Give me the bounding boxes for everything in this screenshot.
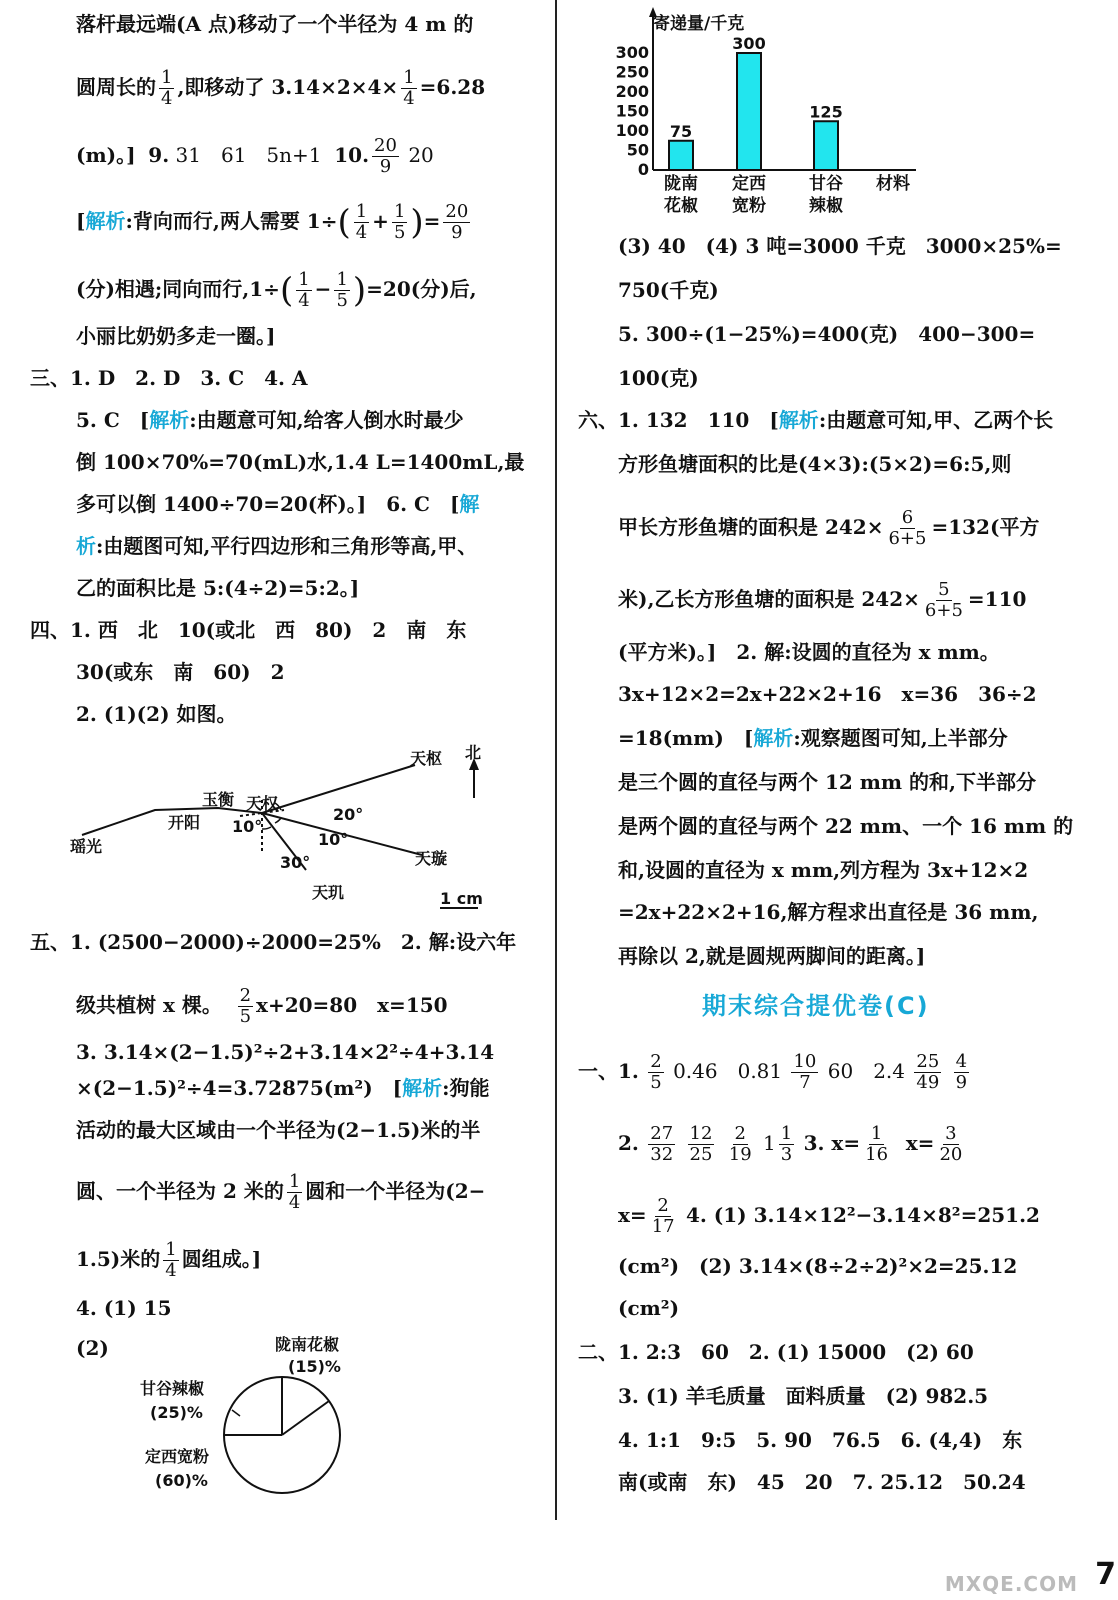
- text-line: 甲长方形鱼塘的面积是 242× $\frac{6}{6+5}$ =132(平方: [618, 507, 1040, 549]
- bar: [814, 121, 838, 170]
- pie-label: 甘谷辣椒: [140, 1379, 205, 1398]
- category-label: 宽粉: [732, 196, 766, 216]
- section-6: 六、1. 132 110 [解析:由题意可知,甲、乙两个长: [578, 408, 1054, 432]
- text-line: 再除以 2,就是圆规两脚间的距离。]: [618, 944, 926, 968]
- text-line: 4. (1) 15: [76, 1296, 172, 1320]
- section-3: 三、1. D 2. D 3. C 4. A: [30, 366, 308, 390]
- section-2: 二、1. 2:3 60 2. (1) 15000 (2) 60: [578, 1340, 974, 1364]
- pie-label: (25)%: [150, 1403, 203, 1422]
- fraction: $\frac{1}{4}$: [403, 67, 415, 109]
- text-line: 30(或东 南 60) 2: [76, 660, 285, 684]
- text-line: 活动的最大区域由一个半径为(2−1.5)米的半: [76, 1118, 481, 1142]
- category-label: 甘谷: [809, 174, 843, 194]
- category-label: 花椒: [664, 196, 698, 216]
- y-tick-label: 300: [615, 43, 649, 62]
- text-line: 圆、一个半径为 2 米的 $\frac{1}{4}$ 圆和一个半径为(2−: [76, 1171, 486, 1213]
- text-line: 3. 3.14×(2−1.5)²÷2+3.14×2²÷4+3.14: [76, 1040, 495, 1064]
- category-label: 陇南: [664, 174, 698, 194]
- text-line: 3. (1) 羊毛质量 面料质量 (2) 982.5: [618, 1384, 989, 1408]
- text-line: x= $\frac{2}{17}$ 4. (1) 3.14×12²−3.14×8²=251.2: [618, 1195, 1040, 1237]
- text-line: (2): [76, 1336, 109, 1360]
- place-label: 开阳: [168, 813, 201, 832]
- section-title: 期末综合提优卷(C): [702, 992, 930, 1020]
- text-line: (cm²) (2) 3.14×(8÷2÷2)²×2=25.12: [618, 1254, 1018, 1278]
- bar-value-label: 75: [669, 121, 693, 141]
- angle-label: 10°: [232, 817, 263, 836]
- text-line: (分)相遇;同向而行,1÷( $\frac{1}{4}$ − $\frac{1}{5}$ )=20(分)后,: [76, 269, 477, 311]
- text-line: 4. 1:1 9:5 5. 90 76.5 6. (4,4) 东: [618, 1428, 1023, 1452]
- place-label: 天权: [246, 794, 279, 813]
- y-tick-label: 100: [615, 121, 649, 140]
- pie-slice-divider: [282, 1401, 329, 1435]
- text-line: 1.5)米的 $\frac{1}{4}$ 圆组成。]: [76, 1239, 262, 1281]
- angle-label: 30°: [280, 853, 311, 872]
- angle-label: 20°: [333, 805, 364, 824]
- text-line: =18(mm) [解析:观察题图可知,上半部分: [618, 726, 1008, 750]
- y-tick-label: 150: [615, 101, 649, 121]
- text-line: 100(克): [618, 366, 699, 390]
- pie-label: (60)%: [155, 1471, 208, 1490]
- text-line: 是三个圆的直径与两个 12 mm 的和,下半部分: [618, 770, 1037, 794]
- fraction: $\frac{1}{4}$: [161, 67, 173, 109]
- bar: [669, 141, 693, 170]
- text-line: (平方米)。] 2. 解:设圆的直径为 x mm。: [618, 640, 1000, 664]
- category-label: 定西: [732, 174, 766, 194]
- y-axis-label: 寄递量/千克: [653, 14, 745, 34]
- north-label: 北: [465, 743, 482, 762]
- place-label: 天玑: [312, 883, 345, 902]
- angle-label: 10°: [318, 830, 349, 849]
- place-label: 天枢: [410, 749, 443, 768]
- page-number: 7: [1095, 1557, 1116, 1592]
- fraction: $\frac{20}{9}$: [374, 135, 397, 177]
- pie-label: (15)%: [288, 1357, 341, 1376]
- text-line: 小丽比奶奶多走一圈。]: [76, 324, 276, 348]
- text-line: 方形鱼塘面积的比是(4×3):(5×2)=6:5,则: [618, 452, 1012, 476]
- place-label: 玉衡: [202, 790, 235, 809]
- text-line: (m)。] 9. 31 61 5n+1 10. $\frac{20}{9}$ 20: [76, 135, 434, 177]
- text-line: [解析:背向而行,两人需要 1÷( $\frac{1}{4}$ + $\frac{1}{5}$ )= $\frac{20}{9}$: [76, 201, 469, 243]
- text-line: 米),乙长方形鱼塘的面积是 242× $\frac{5}{6+5}$ =110: [618, 579, 1027, 621]
- text-line: 多可以倒 1400÷70=20(杯)。] 6. C [解: [76, 492, 480, 516]
- pie-chart: [100, 1330, 400, 1505]
- text-line: 5. C [解析:由题意可知,给客人倒水时最少: [76, 408, 464, 432]
- text-line: 5. 300÷(1−25%)=400(克) 400−300=: [618, 322, 1036, 346]
- text-line: 级共植树 x 棵。 $\frac{2}{5}$ x+20=80 x=150: [76, 985, 448, 1027]
- text-line: 倒 100×70%=70(mL)水,1.4 L=1400mL,最: [76, 450, 525, 474]
- place-label: 天璇: [415, 849, 448, 868]
- section-5: 五、1. (2500−2000)÷2000=25% 2. 解:设六年: [30, 930, 517, 954]
- section-4: 四、1. 西 北 10(或北 西 80) 2 南 东: [30, 618, 467, 642]
- text-line: ×(2−1.5)²÷4=3.72875(m²) [解析:狗能: [76, 1076, 490, 1100]
- text-line: (3) 40 (4) 3 吨=3000 千克 3000×25%=: [618, 234, 1062, 258]
- text-line: 3x+12×2=2x+22×2+16 x=36 36÷2: [618, 682, 1037, 706]
- pie-label: 定西宽粉: [145, 1447, 210, 1466]
- text-line: 和,设圆的直径为 x mm,列方程为 3x+12×2: [618, 858, 1029, 882]
- text-line: (cm²): [618, 1296, 680, 1320]
- bar: [737, 53, 761, 170]
- text-line: 南(或南 东) 45 20 7. 25.12 50.24: [618, 1470, 1026, 1494]
- text-line: 750(千克): [618, 278, 719, 302]
- text-line: 析:由题图可知,平行四边形和三角形等高,甲、: [76, 534, 478, 558]
- text-line: 是两个圆的直径与两个 22 mm、一个 16 mm 的: [618, 814, 1074, 838]
- scale-label: 1 cm: [440, 889, 483, 908]
- text-line: 落杆最远端(A 点)移动了一个半径为 4 m 的: [76, 12, 474, 36]
- pie-label: 陇南花椒: [275, 1335, 340, 1354]
- place-label: 瑶光: [70, 837, 103, 856]
- category-label: 辣椒: [809, 196, 843, 216]
- bar-value-label: 125: [809, 102, 843, 122]
- bar-value-label: 300: [732, 34, 766, 53]
- y-tick-label: 250: [615, 62, 649, 82]
- direction-map: [70, 740, 510, 920]
- text-line: 圆周长的 $\frac{1}{4}$ ,即移动了 3.14×2×4× $\frac{1}{4}$ =6.28: [76, 67, 486, 109]
- text-line: 乙的面积比是 5:(4÷2)=5:2。]: [76, 576, 360, 600]
- y-tick-label: 200: [615, 82, 649, 101]
- y-tick-label: 50: [626, 140, 649, 160]
- watermark: MXQE.COM: [944, 1572, 1078, 1596]
- text-line: 2. $\frac{27}{32}$ $\frac{12}{25}$ $\frac{2}{19}$ 1 $\frac{1}{3}$ 3. x= $\frac{1}{16}$ x= $\frac{3}{20}$: [618, 1123, 963, 1165]
- section-1: 一、1. $\frac{2}{5}$ 0.46 0.81 $\frac{10}{7}$ 60 2.4 $\frac{25}{49}$ $\frac{4}{9}$: [578, 1051, 968, 1093]
- y-tick-label: 0: [637, 160, 649, 179]
- bar-chart: [598, 5, 918, 220]
- text-line: 2. (1)(2) 如图。: [76, 702, 237, 726]
- x-axis-label: 材料: [876, 174, 910, 194]
- column-divider: [555, 0, 557, 1520]
- text-line: =2x+22×2+16,解方程求出直径是 36 mm,: [618, 900, 1039, 924]
